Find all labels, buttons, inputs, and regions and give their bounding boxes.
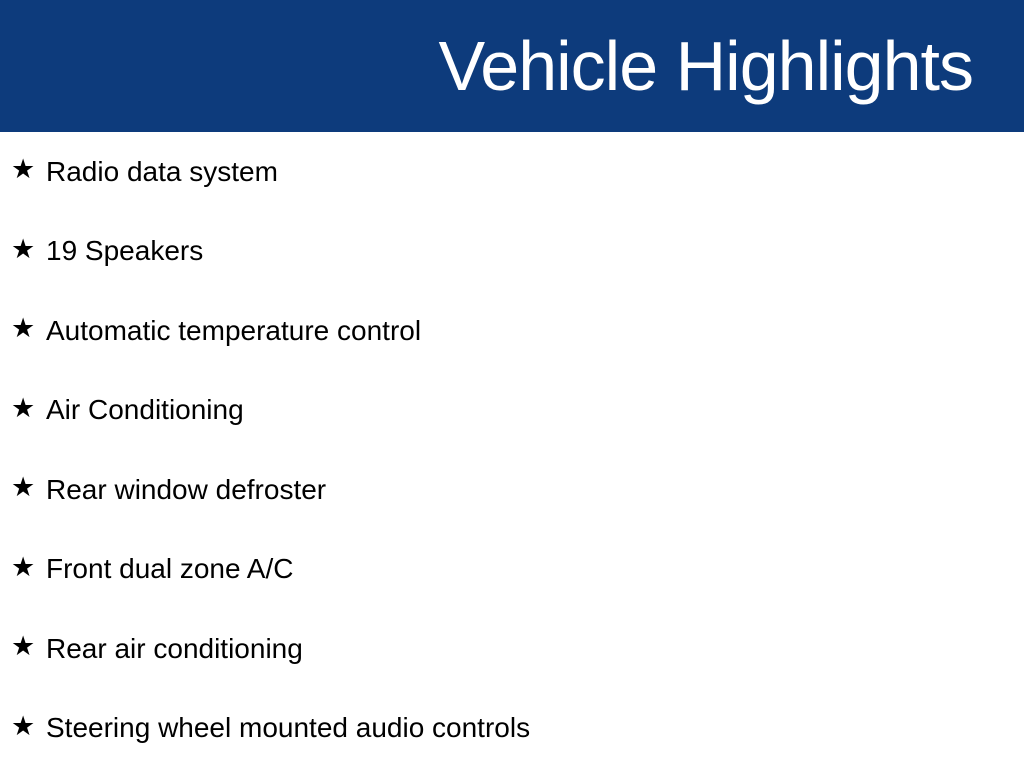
list-item: [0, 132, 1004, 212]
list-item: [0, 609, 1004, 689]
star-bullet-icon: ★: [11, 551, 36, 582]
feature-list: [0, 132, 1024, 768]
list-item: [0, 291, 1004, 371]
feature-text: 19 Speakers: [46, 235, 204, 267]
star-bullet-icon: ★: [11, 472, 36, 503]
feature-text: Front dual zone A/C: [46, 553, 294, 585]
list-item: [0, 530, 1004, 610]
star-bullet-icon: ★: [11, 710, 36, 741]
star-bullet-icon: ★: [11, 313, 36, 344]
list-item: [0, 450, 1004, 530]
feature-text: Steering wheel mounted audio controls: [46, 712, 531, 744]
page-title: Vehicle Highlights: [438, 27, 973, 105]
feature-text: Automatic temperature control: [46, 314, 422, 346]
title-bar: [0, 0, 1024, 132]
list-item: [0, 212, 1004, 292]
star-bullet-icon: ★: [11, 392, 36, 423]
star-bullet-icon: ★: [11, 631, 36, 662]
feature-text: Radio data system: [46, 155, 278, 187]
star-bullet-icon: ★: [11, 233, 36, 264]
list-item: [0, 689, 1004, 768]
feature-text: Rear window defroster: [46, 473, 327, 505]
star-bullet-icon: ★: [11, 154, 36, 185]
feature-text: Air Conditioning: [46, 394, 244, 426]
list-item: [0, 371, 1004, 451]
feature-text: Rear air conditioning: [46, 632, 303, 664]
